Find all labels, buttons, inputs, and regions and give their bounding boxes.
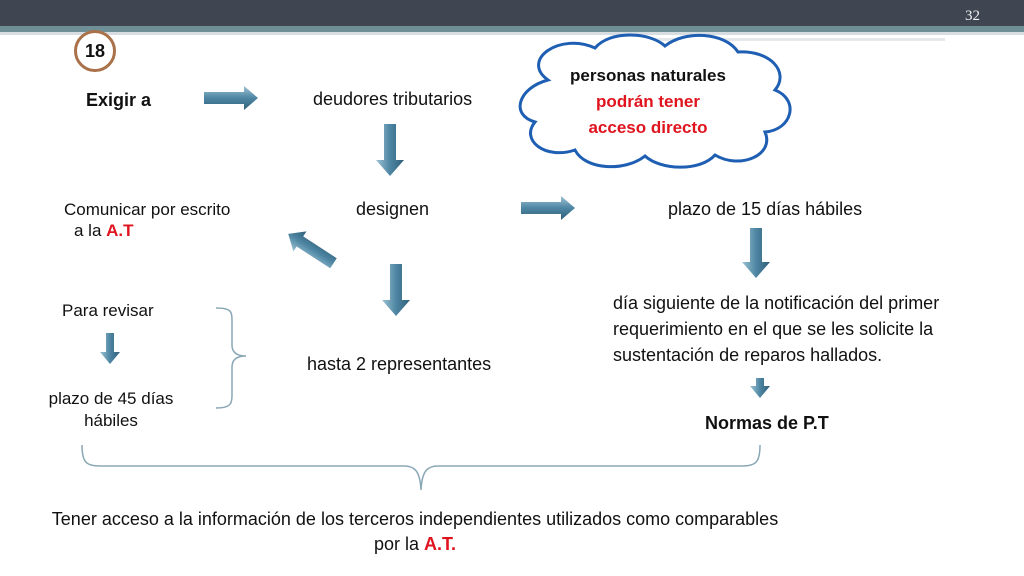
node-designen: designen — [356, 199, 430, 219]
bottom-brace — [82, 445, 760, 490]
bottom-line-1: Tener acceso a la información de los terceros independientes utilizados como comparables — [51, 509, 779, 529]
bottom-line-2 — [40, 532, 790, 557]
bottom-statement — [40, 507, 790, 557]
node-dia-siguiente — [613, 290, 939, 368]
arrow-down-5 — [100, 333, 120, 364]
plazo45-line-1: plazo de 45 días — [48, 389, 174, 408]
bottom-prefix: por la — [373, 534, 424, 554]
node-plazo15: plazo de 15 días hábiles — [668, 199, 863, 219]
arrow-right-1 — [204, 86, 258, 110]
bottom-highlight: A.T. — [424, 534, 457, 554]
arrow-right-2 — [521, 196, 575, 220]
dia-line-3: sustentación de reparos hallados. — [613, 345, 883, 365]
node-comunicar — [64, 199, 230, 241]
cloud-line-2: podrán tener — [596, 92, 700, 111]
cloud-line-1: personas naturales — [570, 66, 726, 85]
right-brace — [216, 308, 246, 408]
comunicar-highlight: A.T — [106, 221, 134, 240]
cloud-line-3: acceso directo — [588, 118, 708, 137]
node-normas: Normas de P.T — [705, 413, 829, 433]
cloud-text — [548, 63, 748, 141]
plazo45-line-2: hábiles — [84, 411, 138, 430]
node-exigir: Exigir a — [86, 90, 152, 110]
dia-line-2: requerimiento en el que se les solicite la — [613, 319, 934, 339]
arrow-down-4 — [750, 378, 770, 398]
slide-number: 32 — [965, 8, 980, 24]
node-representantes: hasta 2 representantes — [307, 354, 492, 374]
comunicar-line-2 — [64, 220, 230, 241]
arrow-up-left — [282, 224, 340, 274]
node-plazo45 — [36, 388, 186, 432]
arrow-down-3 — [742, 228, 770, 278]
comunicar-prefix: a la — [74, 221, 107, 240]
slide-badge: 18 — [74, 30, 116, 72]
node-para-revisar: Para revisar — [62, 301, 154, 320]
arrow-down-1 — [376, 124, 404, 176]
comunicar-line-1: Comunicar por escrito — [64, 200, 231, 219]
node-deudores: deudores tributarios — [313, 89, 473, 109]
dia-line-1: día siguiente de la notificación del primer — [613, 293, 940, 313]
arrow-down-2 — [382, 264, 410, 316]
